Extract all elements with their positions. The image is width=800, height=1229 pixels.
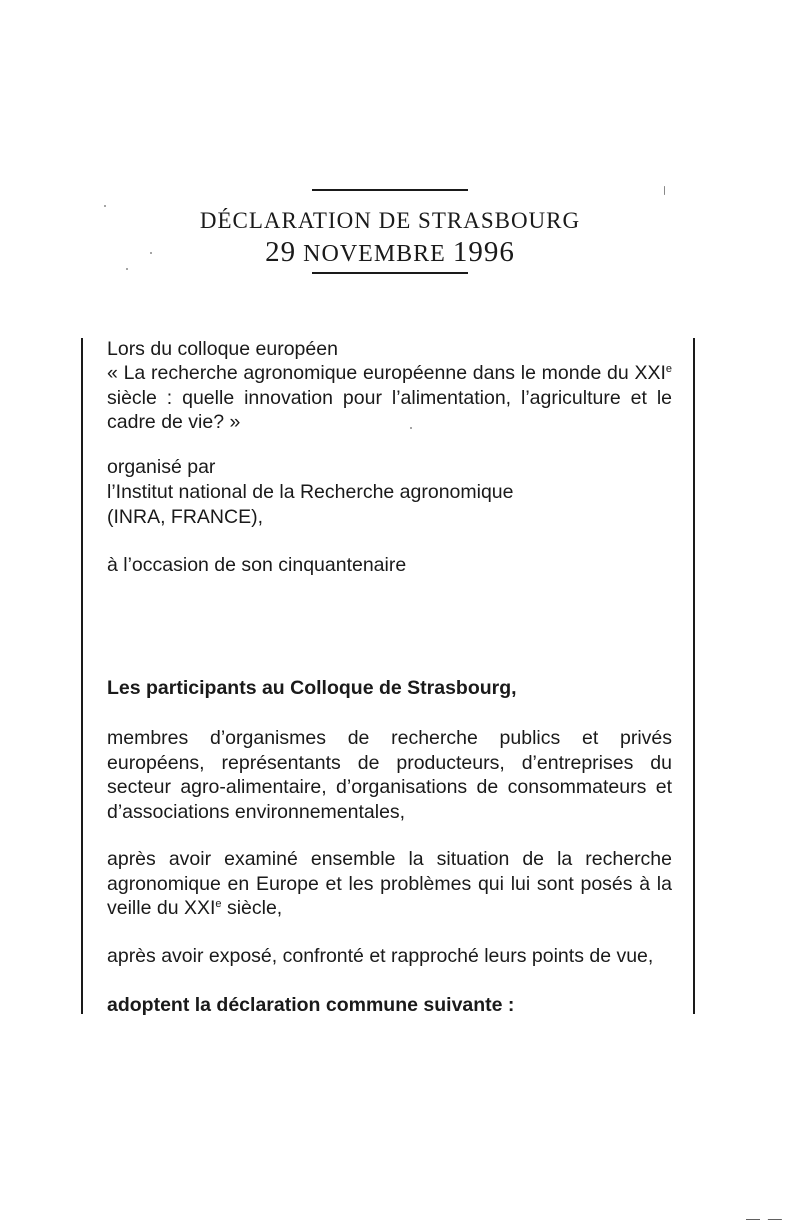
intro-institute-abbr: (INRA, FRANCE), <box>107 506 263 528</box>
theme-part1: « La recherche agronomique européenne dans le monde du <box>107 362 635 384</box>
corner-mark: — — <box>746 1210 784 1226</box>
margin-bar-right <box>693 338 695 1014</box>
adopt-line: adoptent la déclaration commune suivante : <box>107 994 515 1016</box>
title-rule-top <box>312 189 468 191</box>
participants-heading: Les participants au Colloque de Strasbourg, <box>107 677 517 699</box>
scan-speck <box>150 252 152 254</box>
theme-century-sup: e <box>665 363 672 375</box>
examined-century <box>184 897 222 919</box>
theme-century-roman: XXI <box>634 362 666 384</box>
exposed-paragraph: après avoir exposé, confronté et rapproché leurs points de vue, <box>107 945 654 967</box>
members-paragraph: membres d’organismes de recherche publics et privés européens, représentants de producteurs, d’entreprises du secteur agro-alimentaire, d’organisations de consommateurs et d’associations environnementales, <box>107 727 672 823</box>
date-day: 29 <box>265 236 297 268</box>
intro-colloque-theme <box>107 361 672 435</box>
declaration-title-text: DÉCLARATION DE STRASBOURG <box>199 208 581 233</box>
declaration-date <box>0 236 780 269</box>
theme-part2: siècle : quelle innovation pour l’alimentation, l’agriculture et le cadre de vie? » <box>107 386 672 433</box>
declaration-title <box>0 208 780 234</box>
scan-speck <box>664 186 665 195</box>
examined-part1: après avoir examiné ensemble la situation de la recherche agronomique en Europe et les problèmes qui lui sont posés à la veille du <box>107 848 672 919</box>
intro-organized-by: organisé par <box>107 456 216 478</box>
margin-bar-left <box>81 338 83 1014</box>
theme-century <box>634 362 672 384</box>
examined-century-roman: XXI <box>183 897 216 919</box>
intro-occasion: à l’occasion de son cinquantenaire <box>107 554 407 576</box>
examined-part2: siècle, <box>221 897 283 919</box>
examined-paragraph <box>107 847 672 921</box>
date-year: 1996 <box>452 236 515 268</box>
scan-speck <box>410 427 412 429</box>
date-month: NOVEMBRE <box>303 241 446 267</box>
scan-speck <box>104 205 106 207</box>
intro-colloque-line: Lors du colloque européen <box>107 338 338 360</box>
scan-speck <box>126 268 128 270</box>
examined-century-sup: e <box>215 898 222 910</box>
intro-institute: l’Institut national de la Recherche agronomique <box>107 481 514 503</box>
title-rule-bottom <box>312 272 468 274</box>
